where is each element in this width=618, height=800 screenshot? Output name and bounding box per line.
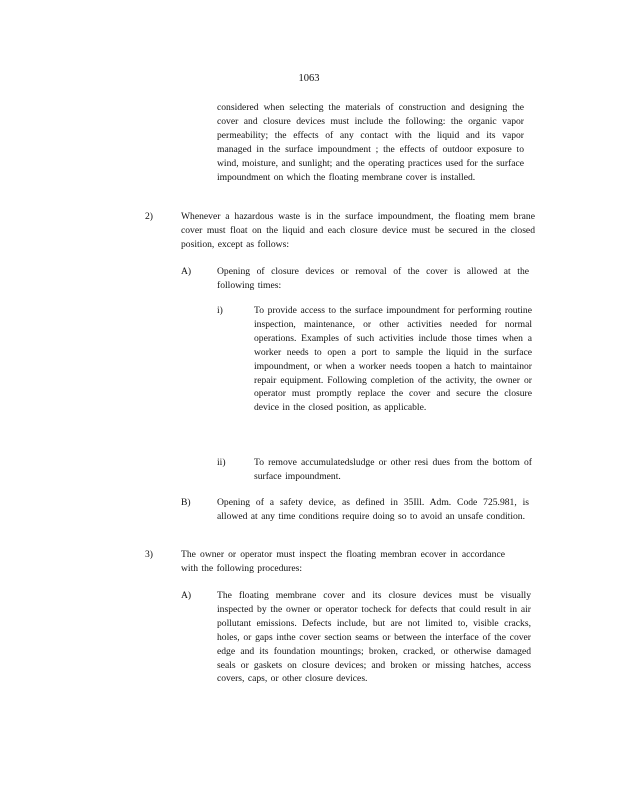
item-2aii-label: ii) xyxy=(217,457,226,468)
item-2-label: 2) xyxy=(145,211,153,222)
item-2b-text: Opening of a safety device, as defined in 35Ill. Adm. Code 725.981, is allowed at any time conditions require doing so to avoid an unsafe condition. xyxy=(217,497,529,522)
item-2ai-label: i) xyxy=(217,305,223,316)
page-number: 1063 xyxy=(298,73,320,84)
item-2a-label: A) xyxy=(181,266,192,277)
item-2-text: Whenever a hazardous waste is in the surface impoundment, the floating mem brane cover must float on the liquid and each closure device must be secured in the closed position, except as follows: xyxy=(181,211,535,250)
intro-paragraph: considered when selecting the materials of construction and designing the cover and closure devices must include the following: the organic vapor permeability; the effects of any contact with the liquid and its vapor managed in the surface impoundment ; the effects of outdoor exposure to wind, moisture, and sunlight; and the operating practices used for the surface impoundment on which the floating membrane cover is installed. xyxy=(217,102,524,183)
item-3a-label: A) xyxy=(181,590,192,601)
item-2aii-text: To remove accumulatedsludge or other resi dues from the bottom of surface impoundment. xyxy=(254,457,532,482)
item-2a-text: Opening of closure devices or removal of the cover is allowed at the following times: xyxy=(217,266,529,291)
item-2ai-text: To provide access to the surface impoundment for performing routine inspection, maintenance, or other activities needed for normal operations. Examples of such activities include those times when a worker needs to open a port to sample the liquid in the surface impoundment, or when a worker needs toopen a hatch to maintainor repair equipment. Following completion of the activity, the owner or operator must promptly replace the cover and secure the closure device in the closed position, as applicable. xyxy=(254,305,532,414)
item-3-text: The owner or operator must inspect the floating membran ecover in accordance with the following procedures: xyxy=(181,549,505,574)
item-2b-label: B) xyxy=(181,497,191,508)
item-3a-text: The floating membrane cover and its closure devices must be visually inspected by the owner or operator tocheck for defects that could result in air pollutant emissions. Defects include, but are not limited to, visible cracks, holes, or gaps inthe cover section seams or between the interface of the cover edge and its foundation mountings; broken, cracked, or otherwise damaged seals or gaskets on closure devices; and broken or missing hatches, access covers, caps, or other closure devices. xyxy=(217,590,531,685)
item-3-label: 3) xyxy=(145,549,153,560)
